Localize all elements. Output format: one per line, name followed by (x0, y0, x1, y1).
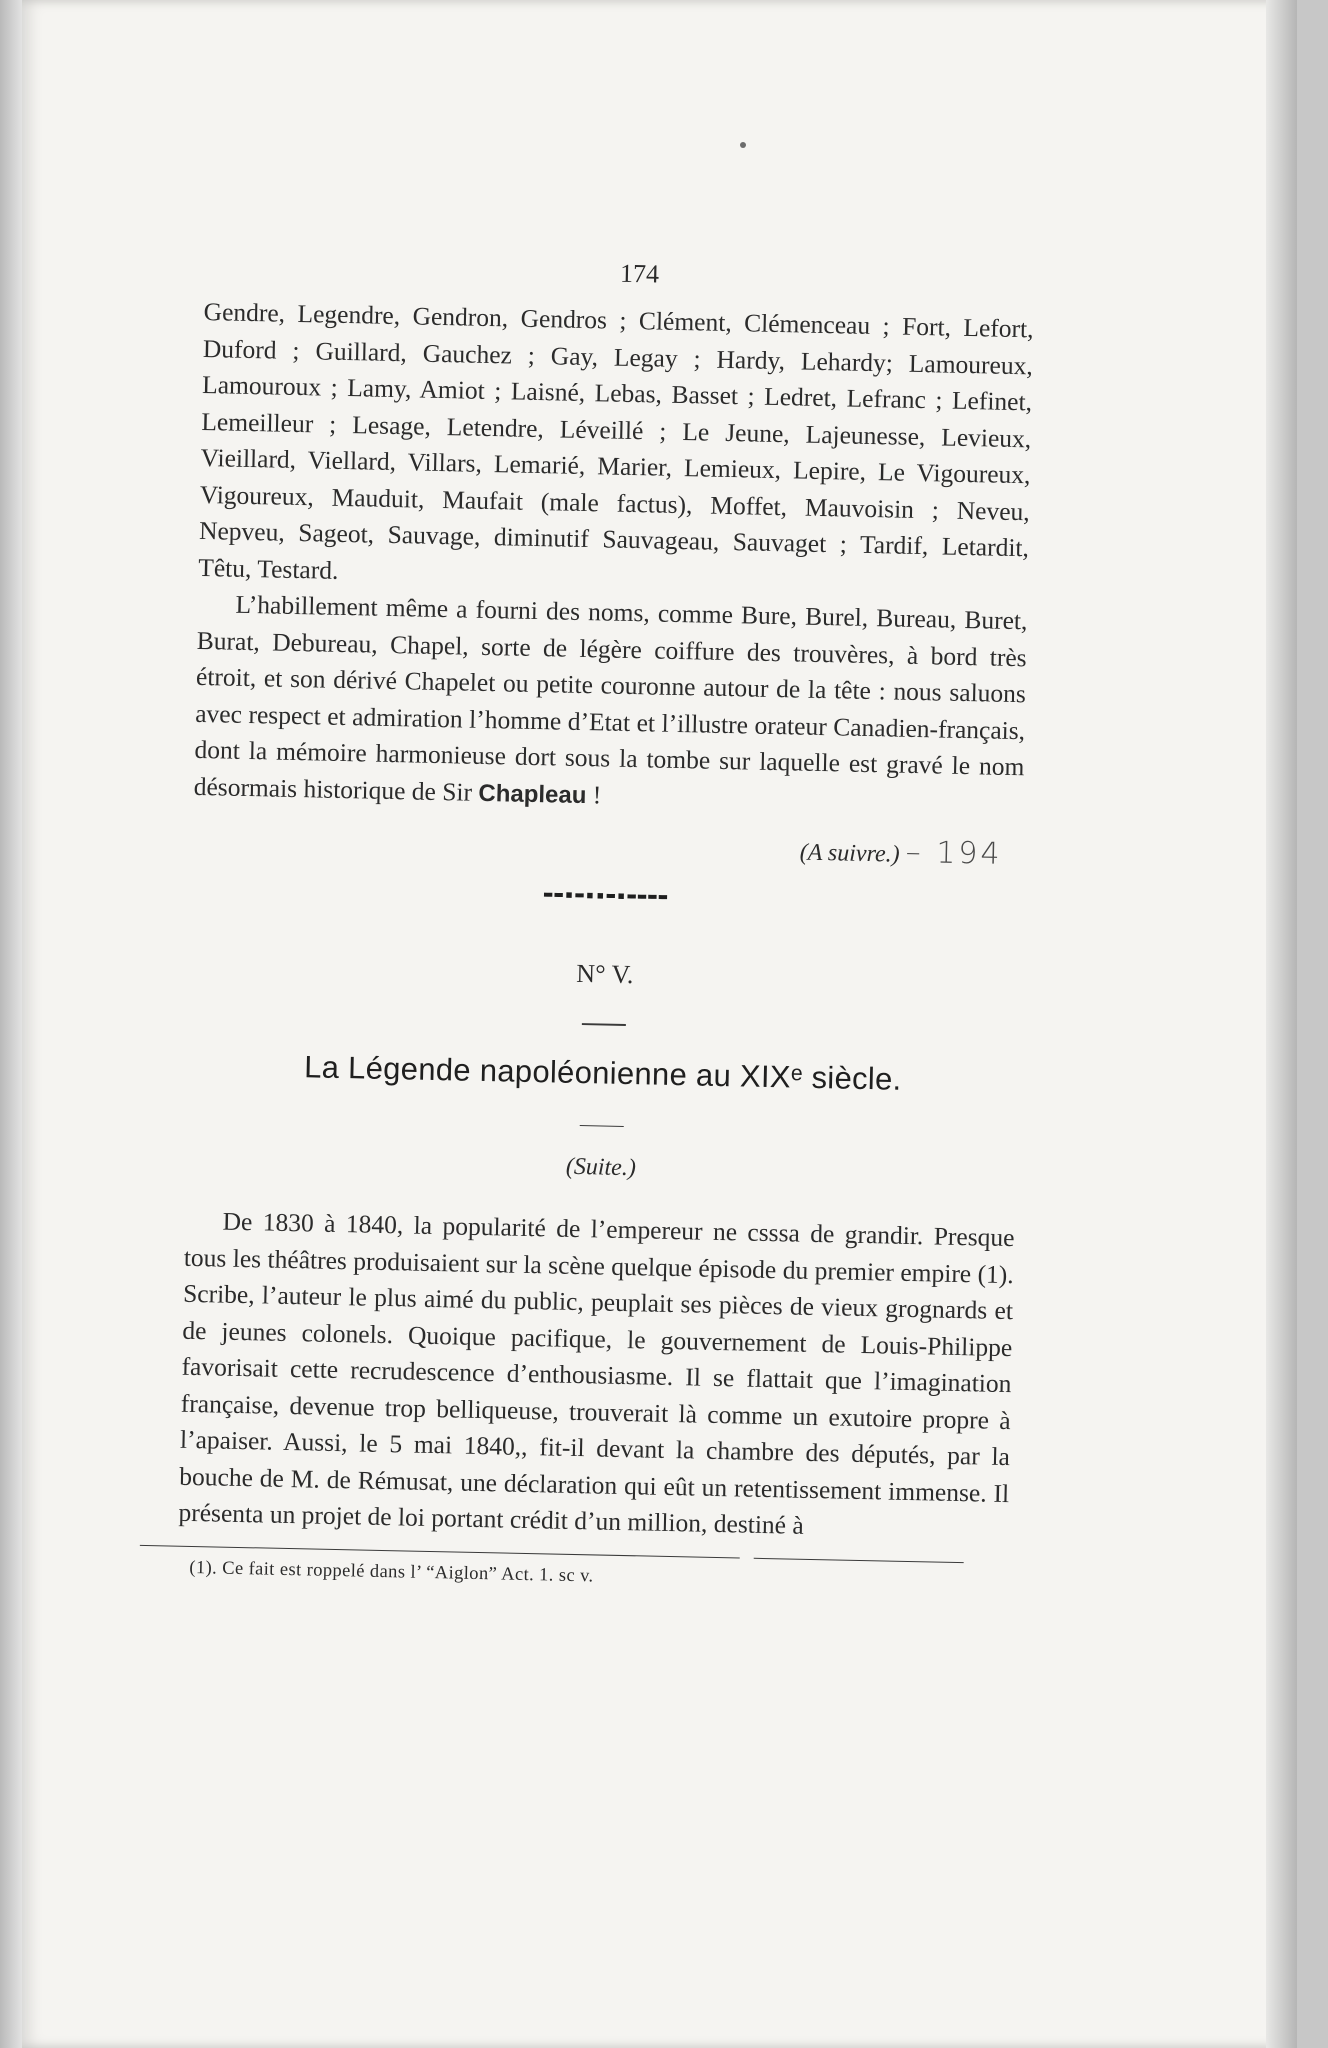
page-content (177, 250, 1035, 1596)
title-rule-top (582, 1023, 626, 1025)
handwritten-annotation: – 194 (905, 834, 1003, 872)
continuation-line (192, 820, 1023, 872)
page-number: 174 (619, 258, 660, 289)
issue-number: N° V. (576, 958, 634, 990)
footnote-rule-right (754, 1557, 964, 1563)
footnote-rule (140, 1544, 740, 1558)
ink-speck (740, 142, 746, 148)
chapleau-name: Chapleau (478, 779, 587, 809)
clothing-paragraph-text: L’habillement même a fourni des noms, comme Bure, Burel, Bureau, Buret, Burat, Debureau, Chapel, sorte de légère coiffure des trouvères, à bord très étroit, et son dérivé Chapelet ou petite couronne autour de la tête : nous saluons avec respect et admiration l’homme d’Etat et l’illustre orateur Canadien-français, dont la mémoire harmonieuse dort sous la tombe sur laquelle est gravé le nom désormais historique de Sir (193, 589, 1028, 807)
article-body-paragraph: De 1830 à 1840, la popularité de l’empereur ne csssa de grandir. Presque tous les théâtres produisaient sur la scène quelque épisode du premier empire (1). Scribe, l’auteur le plus aimé du public, peuplait ses pièces de vieux grognards et de jeunes colonels. Quoique pacifique, le gouvernement de Louis-Philippe favorisait cette recrudescence d’enthousiasme. Il se flattait que l’imagination française, devenue trop belliqueuse, trouverait là comme un exutoire propre à l’apaiser. Aussi, le 5 mai 1840,, fit-il devant la chambre des députés, par la bouche de M. de Rémusat, une déclaration qui eût un retentissement immense. Il présenta un projet de loi portant crédit d’un million, destiné à (178, 1206, 1015, 1540)
page-edge-shadow (1266, 0, 1297, 2048)
clothing-names-paragraph (193, 586, 1027, 823)
article-title: La Légende napoléonienne au XIXᵉ siècle. (303, 1048, 902, 1097)
section-ornament: ▬▬▪▬▪▪▬▪▬▬▬▬ (543, 886, 670, 905)
clothing-paragraph-end: ! (586, 779, 602, 809)
binding-gutter (0, 0, 22, 2048)
to-be-continued: (A suivre.) (799, 839, 900, 868)
article-subtitle: (Suite.) (565, 1153, 637, 1182)
surname-list-paragraph: Gendre, Legendre, Gendron, Gendros ; Clément, Clémenceau ; Fort, Lefort, Duford ; Guillard, Gauchez ; Gay, Legay ; Hardy, Lehardy; Lamoureux, Lamouroux ; Lamy, Amiot ; Laisné, Lebas, Basset ; Ledret, Lefranc ; Lefinet, Lemeilleur ; Lesage, Letendre, Léveillé ; Le Jeune, Lajeunesse, Levieux, Vieillard, Viellard, Villars, Lemarié, Marier, Lemieux, Lepire, Le Vigoureux, Vigoureux, Mauduit, Maufait (male factus), Moffet, Mauvoisin ; Neveu, Nepveu, Sageot, Sauvage, diminutif Sauvageau, Sauvaget ; Tardif, Letardit, Têtu, Testard. (198, 296, 1034, 585)
footnote: (1). Ce fait est roppelé dans l’ “Aiglon” Act. 1. sc v. (189, 1557, 594, 1586)
title-rule-bottom (580, 1125, 624, 1127)
